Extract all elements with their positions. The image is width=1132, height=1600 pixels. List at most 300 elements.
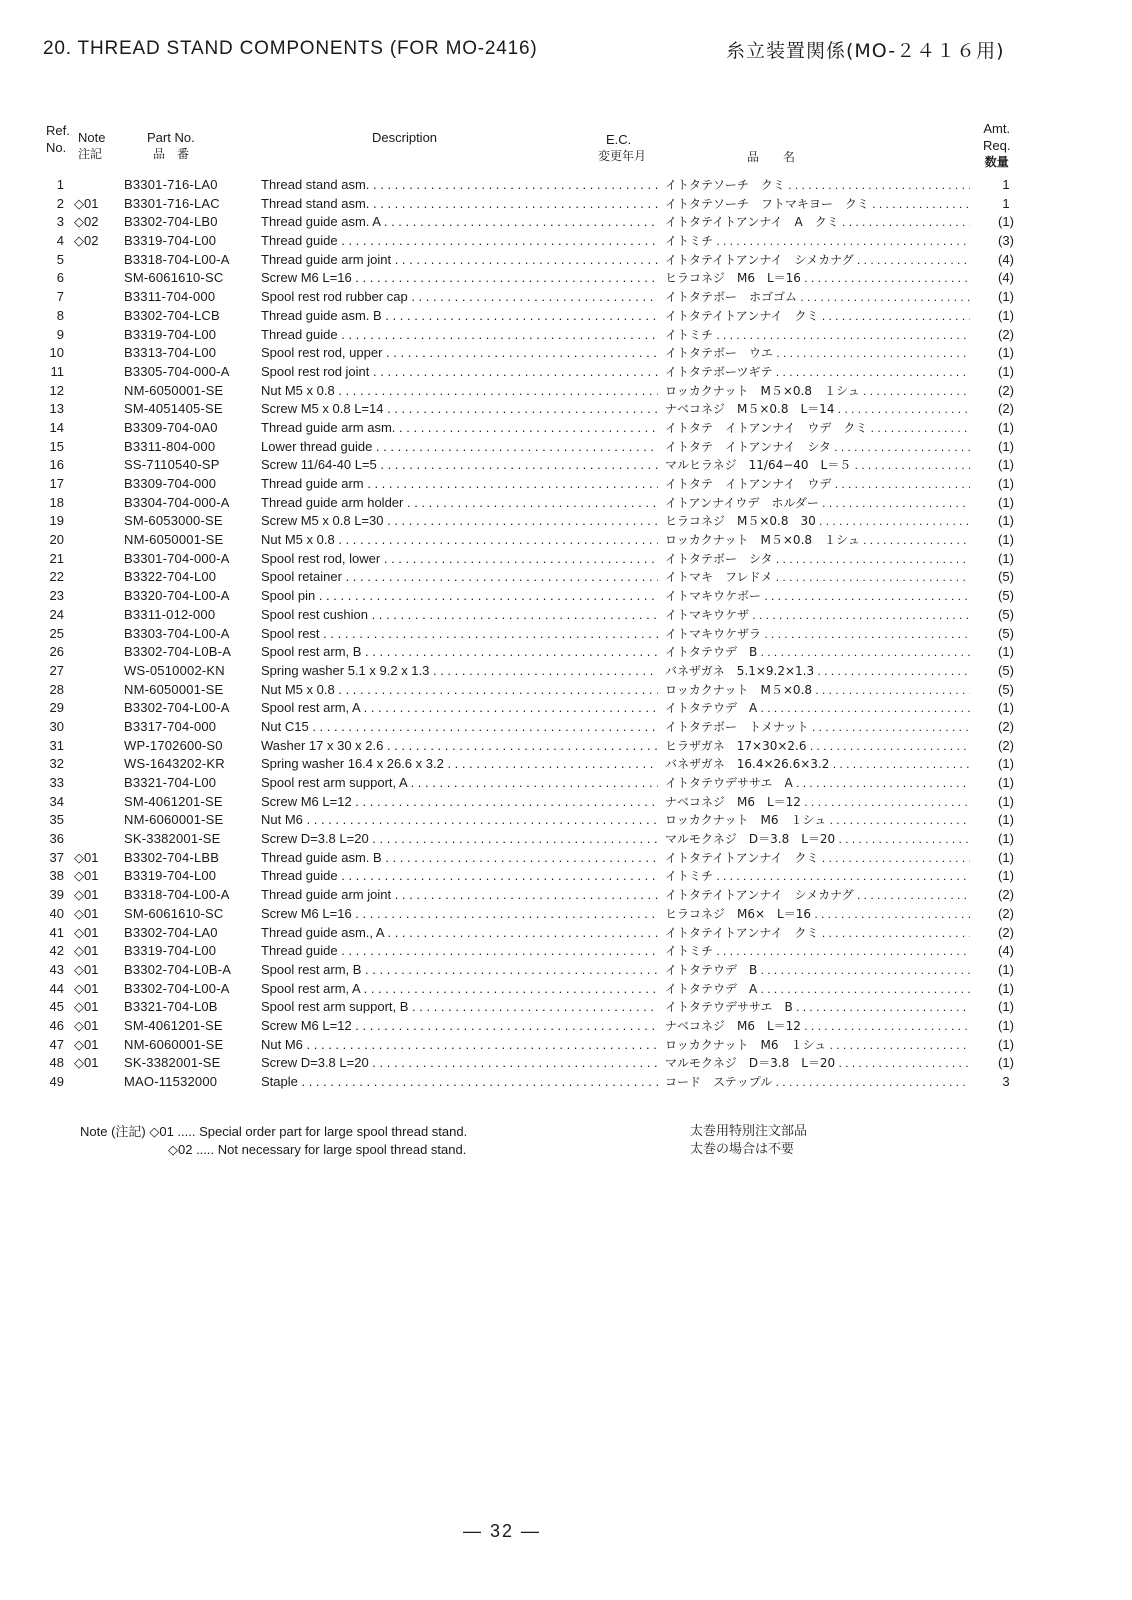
japanese-name: イトミチ . . . [665,232,970,250]
part-number: B3319-704-L00 [124,326,217,342]
note-mark: ◇01 [74,1055,99,1071]
amount-required: (1) [998,307,1014,323]
part-number: B3302-704-L00-A [124,700,230,716]
description: Thread guide arm asm. . . . [261,419,658,437]
japanese-name: ナベコネジ M５×0.8 L＝14 . . . [665,400,970,418]
description: Spool rest arm, B . . . [261,643,658,661]
part-number: NM-6050001-SE [124,532,224,548]
description: Spool rest arm support, A . . . [261,774,658,792]
table-row [0,232,1132,251]
description: Spring washer 16.4 x 26.6 x 3.2 . . . [261,755,658,773]
description: Spool rest arm, A . . . [261,699,658,717]
part-number: B3305-704-000-A [124,363,230,379]
description: Screw M6 L=12 . . . [261,1017,658,1035]
japanese-name: イトタテボー シタ . . . [665,550,970,568]
page-number: — 32 — [463,1521,542,1541]
description: Thread guide arm joint . . . [261,251,658,269]
description: Spool rest arm support, B . . . [261,998,658,1016]
header-ec: E.C. 変更年月 [598,132,647,163]
ref-no: 10 [49,345,64,361]
amount-required: (5) [998,625,1014,641]
ref-no: 31 [49,737,64,753]
amount-required: (4) [998,943,1014,959]
amount-required: (1) [998,438,1014,454]
japanese-name: ロッカクナット M6 １シュ . . . [665,811,970,829]
description: Spool rest cushion . . . [261,606,658,624]
footnotes-japanese [690,1123,807,1159]
table-row [0,1036,1132,1055]
note-01-japanese: 太巻用特別注文部品 [690,1124,808,1139]
part-number: B3321-704-L0B [124,999,218,1015]
ref-no: 6 [56,270,64,286]
part-number: B3322-704-L00 [124,569,217,585]
description: Thread guide . . . [261,867,658,885]
part-number: B3302-704-L0B-A [124,961,232,977]
ref-no: 14 [49,419,64,435]
description: Spool retainer . . . [261,568,658,586]
table-row [0,344,1132,363]
description: Spool pin . . . [261,587,658,605]
part-number: B3311-804-000 [124,438,216,454]
amount-required: (1) [998,831,1014,847]
note-mark: ◇01 [74,905,99,921]
ref-no: 43 [49,961,64,977]
japanese-name: イトタテ イトアンナイ ウデ クミ . . . [665,419,970,437]
description: Staple . . . [261,1073,658,1091]
amount-required: (1) [998,700,1014,716]
description: Screw M6 L=16 . . . [261,269,658,287]
japanese-name: ヒラザガネ 17×30×2.6 . . . [665,737,970,755]
amount-required: (1) [998,532,1014,548]
description: Spool rest arm, B . . . [261,961,658,979]
description: Thread guide arm . . . [261,475,658,493]
note-mark: ◇01 [74,943,99,959]
japanese-name: ロッカクナット M6 １シュ . . . [665,1036,970,1054]
ref-no: 24 [49,606,64,622]
ref-no: 5 [56,251,64,267]
description: Spring washer 5.1 x 9.2 x 1.3 . . . [261,662,658,680]
description: Spool rest rod rubber cap . . . [261,288,658,306]
japanese-name: イトタテ イトアンナイ ウデ . . . [665,475,970,493]
amount-required: (4) [998,251,1014,267]
description: Screw 11/64-40 L=5 . . . [261,456,658,474]
amount-required: (1) [998,494,1014,510]
ref-no: 45 [49,999,64,1015]
ref-no: 3 [56,214,64,230]
part-number: B3301-716-LA0 [124,177,218,192]
part-number: B3302-704-LBB [124,849,220,865]
part-number: B3302-704-L0B-A [124,644,232,660]
note-mark: ◇01 [74,849,99,865]
part-number: B3319-704-L00 [124,943,217,959]
amount-required: (1) [998,999,1014,1015]
part-number: SS-7110540-SP [124,457,220,473]
part-number: B3302-704-LA0 [124,924,218,940]
header-name-japanese: 品 名 [747,150,796,164]
ref-no: 30 [49,718,64,734]
description: Nut M6 . . . [261,1036,658,1054]
description: Nut M5 x 0.8 . . . [261,382,658,400]
note-02-japanese: 太巻の場合は不要 [690,1142,795,1157]
table-row [0,550,1132,569]
part-number: B3311-012-000 [124,606,216,622]
japanese-name: イトミチ . . . [665,867,970,885]
ref-no: 13 [49,401,64,417]
amount-required: (2) [998,737,1014,753]
amount-required: (1) [998,775,1014,790]
ref-no: 9 [56,326,64,342]
table-row [0,587,1132,606]
japanese-name: イトタテボーツギテ . . . [665,363,970,381]
amount-required: (5) [998,681,1014,697]
japanese-name: イトミチ . . . [665,326,970,344]
description: Thread guide asm. A . . . [261,213,658,231]
japanese-name: イトタテウデササエ A . . . [665,774,970,792]
description: Screw M6 L=16 . . . [261,905,658,923]
table-row [0,419,1132,438]
japanese-name: ロッカクナット M５×0.8 １シュ . . . [665,531,970,549]
table-row [0,699,1132,718]
ref-no: 40 [49,905,64,921]
japanese-name: イトタテボー ウエ . . . [665,344,970,362]
amount-required: (1) [998,419,1014,435]
note-01: ◇01 ..... Special order part for large spool thread stand. [149,1124,468,1139]
part-number: B3318-704-L00-A [124,887,230,903]
table-row [0,980,1132,999]
table-row [0,625,1132,644]
ref-no: 18 [49,494,64,510]
amount-required: (2) [998,887,1014,903]
description: Screw M5 x 0.8 L=30 . . . [261,512,658,530]
table-row [0,662,1132,681]
japanese-name: イトタテイトアンナイ シメカナグ . . . [665,251,970,269]
ref-no: 29 [49,700,64,716]
footnotes [80,1123,467,1159]
table-row [0,867,1132,886]
table-row [0,363,1132,382]
japanese-name: イトタテ イトアンナイ シタ . . . [665,438,970,456]
japanese-name: イトタテボー ホゴゴム . . . [665,288,970,306]
amount-required: (5) [998,588,1014,604]
part-number: SM-4061201-SE [124,1017,223,1033]
amount-required: (1) [998,214,1014,230]
note-02: ◇02 ..... Not necessary for large spool thread stand. [168,1142,467,1157]
part-number: B3319-704-L00 [124,868,217,884]
part-number: B3319-704-L00 [124,233,217,249]
part-number: B3317-704-000 [124,718,217,734]
description: Thread guide arm joint . . . [261,886,658,904]
note-mark: ◇01 [74,924,99,940]
part-number: B3309-704-0A0 [124,419,218,435]
ref-no: 11 [50,363,64,379]
part-number: B3302-704-LB0 [124,214,218,230]
note-mark: ◇01 [74,1036,99,1052]
ref-no: 32 [49,756,64,772]
part-number: WP-1702600-S0 [124,737,223,753]
part-number: MAO-11532000 [124,1074,218,1089]
table-row [0,924,1132,943]
ref-no: 17 [49,476,64,491]
japanese-name: イトタテイトアンナイ クミ . . . [665,849,970,867]
part-number: SK-3382001-SE [124,1055,221,1071]
japanese-name: ナベコネジ M6 L＝12 . . . [665,793,970,811]
description: Spool rest rod joint . . . [261,363,658,381]
amount-required: (5) [998,662,1014,678]
description: Thread stand asm. . . . [261,195,658,213]
amount-required: (1) [998,457,1014,473]
table-row [0,998,1132,1017]
header-part-no: Part No. 品 番 [147,130,195,161]
amount-required: (1) [998,980,1014,996]
table-row [0,400,1132,419]
note-label: Note (注記) [80,1124,146,1139]
description: Thread guide asm., A . . . [261,924,658,942]
part-number: WS-0510002-KN [124,662,225,678]
description: Thread guide . . . [261,942,658,960]
table-row [0,643,1132,662]
note-mark: ◇02 [74,233,99,249]
part-number: SM-4051405-SE [124,401,223,417]
table-row [0,905,1132,924]
amount-required: (2) [998,382,1014,398]
table-row [0,811,1132,830]
japanese-name: バネザガネ 5.1×9.2×1.3 . . . [665,662,970,680]
japanese-name: ヒラコネジ M6 L＝16 . . . [665,269,970,287]
amount-required: (1) [998,289,1014,305]
table-row [0,456,1132,475]
ref-no: 41 [49,924,64,940]
japanese-name: イトタテウデ A . . . [665,699,970,717]
table-row [0,1017,1132,1036]
amount-required: (3) [998,233,1014,249]
ref-no: 2 [56,195,64,211]
japanese-name: イトタテイトアンナイ クミ . . . [665,307,970,325]
parts-table [0,176,1132,1092]
table-row [0,942,1132,961]
japanese-name: イトタテウデ A . . . [665,980,970,998]
amount-required: (1) [998,793,1014,809]
part-number: NM-6060001-SE [124,1036,224,1052]
table-row [0,307,1132,326]
description: Thread guide asm. B . . . [261,307,658,325]
table-row [0,568,1132,587]
japanese-name: バネザガネ 16.4×26.6×3.2 . . . [665,755,970,773]
amount-required: (1) [998,1036,1014,1052]
table-row [0,288,1132,307]
note-mark: ◇01 [74,868,99,884]
japanese-name: ロッカクナット M５×0.8 . . . [665,681,970,699]
amount-required: (1) [998,476,1014,491]
ref-no: 28 [49,681,64,697]
table-row [0,326,1132,345]
japanese-name: イトマキウケザラ . . . [665,625,970,643]
table-row [0,755,1132,774]
ref-no: 25 [49,625,64,641]
amount-required: (1) [998,345,1014,361]
ref-no: 42 [49,943,64,959]
japanese-name: イトタテイトアンナイ A クミ . . . [665,213,970,231]
amount-required: (1) [998,550,1014,566]
description: Thread stand asm. . . . [261,176,658,194]
note-mark: ◇01 [74,887,99,903]
ref-no: 21 [49,550,64,566]
note-mark: ◇01 [74,195,99,211]
amount-required: 1 [1002,195,1010,211]
description: Nut M6 . . . [261,811,658,829]
japanese-name: イトマキウケボー . . . [665,587,970,605]
japanese-name: イトタテイトアンナイ クミ . . . [665,924,970,942]
amount-required: (2) [998,401,1014,417]
ref-no: 35 [49,812,64,828]
japanese-name: マルヒラネジ 11/64−40 L＝５ . . . [665,456,970,474]
part-number: B3303-704-L00-A [124,625,230,641]
japanese-name: マルモクネジ D＝3.8 L＝20 . . . [665,1054,970,1072]
part-number: B3302-704-L00-A [124,980,230,996]
ref-no: 4 [56,233,64,249]
japanese-name: イトタテウデ B . . . [665,643,970,661]
japanese-name: イトタテソーチ フトマキヨー クミ . . . [665,195,970,213]
table-row [0,718,1132,737]
table-row [0,1073,1132,1092]
japanese-name: マルモクネジ D＝3.8 L＝20 . . . [665,830,970,848]
ref-no: 19 [49,513,64,529]
table-row [0,961,1132,980]
part-number: B3313-704-L00 [124,345,217,361]
page-title: 20. THREAD STAND COMPONENTS (FOR MO-2416) [43,38,538,59]
part-number: SM-6053000-SE [124,513,223,529]
japanese-name: イトタテウデ B . . . [665,961,970,979]
table-row [0,251,1132,270]
description: Screw M6 L=12 . . . [261,793,658,811]
japanese-name: イトタテイトアンナイ シメカナグ . . . [665,886,970,904]
table-row [0,494,1132,513]
ref-no: 16 [49,457,64,473]
ref-no: 33 [49,775,64,790]
header-description: Description [372,130,438,145]
part-number: SM-4061201-SE [124,793,223,809]
description: Screw D=3.8 L=20 . . . [261,1054,658,1072]
part-number: B3318-704-L00-A [124,251,230,267]
table-row [0,886,1132,905]
ref-no: 47 [49,1036,64,1052]
table-row [0,475,1132,494]
amount-required: (5) [998,606,1014,622]
part-number: SM-6061610-SC [124,905,224,921]
amount-required: (2) [998,905,1014,921]
amount-required: 1 [1002,177,1010,192]
table-row [0,830,1132,849]
table-row [0,606,1132,625]
ref-no: 26 [49,644,64,660]
amount-required: (4) [998,270,1014,286]
table-row [0,737,1132,756]
amount-required: (1) [998,513,1014,529]
amount-required: (1) [998,1055,1014,1071]
amount-required: (2) [998,326,1014,342]
part-number: B3304-704-000-A [124,494,230,510]
note-mark: ◇02 [74,214,99,230]
amount-required: (2) [998,718,1014,734]
amount-required: (1) [998,961,1014,977]
ref-no: 37 [49,849,64,865]
description: Spool rest rod, upper . . . [261,344,658,362]
amount-required: (1) [998,812,1014,828]
part-number: B3301-716-LAC [124,195,220,211]
part-number: SM-6061610-SC [124,270,224,286]
japanese-name: ロッカクナット M５×0.8 １シュ . . . [665,382,970,400]
ref-no: 44 [49,980,64,996]
description: Screw M5 x 0.8 L=14 . . . [261,400,658,418]
part-number: B3321-704-L00 [124,775,217,790]
amount-required: (1) [998,1017,1014,1033]
description: Nut M5 x 0.8 . . . [261,531,658,549]
note-mark: ◇01 [74,999,99,1015]
table-row [0,774,1132,793]
ref-no: 7 [56,289,64,305]
ref-no: 34 [49,793,64,809]
table-row [0,1054,1132,1073]
amount-required: 3 [1002,1074,1010,1089]
ref-no: 36 [49,831,64,847]
japanese-name: コード ステップル . . . [665,1073,970,1091]
japanese-name: イトタテソーチ クミ . . . [665,176,970,194]
description: Nut C15 . . . [261,718,658,736]
page-title-japanese: 糸立装置関係(MO-２４１６用) [726,40,1005,62]
description: Spool rest arm, A . . . [261,980,658,998]
amount-required: (1) [998,756,1014,772]
note-mark: ◇01 [74,961,99,977]
table-row [0,849,1132,868]
table-row [0,531,1132,550]
ref-no: 8 [56,307,64,323]
part-number: NM-6050001-SE [124,681,224,697]
ref-no: 23 [49,588,64,604]
part-number: NM-6060001-SE [124,812,224,828]
ref-no: 12 [49,382,64,398]
note-mark: ◇01 [74,980,99,996]
note-mark: ◇01 [74,1017,99,1033]
description: Nut M5 x 0.8 . . . [261,681,658,699]
amount-required: (1) [998,849,1014,865]
japanese-name: ヒラコネジ M6× L＝16 . . . [665,905,970,923]
japanese-name: イトアンナイウデ ホルダー . . . [665,494,970,512]
ref-no: 27 [49,662,64,678]
part-number: B3320-704-L00-A [124,588,230,604]
description: Spool rest . . . [261,625,658,643]
part-number: B3302-704-LCB [124,307,220,323]
japanese-name: イトミチ . . . [665,942,970,960]
amount-required: (1) [998,868,1014,884]
ref-no: 48 [49,1055,64,1071]
ref-no: 15 [49,438,64,454]
description: Thread guide . . . [261,326,658,344]
amount-required: (5) [998,569,1014,585]
japanese-name: イトマキ フレドメ . . . [665,568,970,586]
ref-no: 39 [49,887,64,903]
part-number: SK-3382001-SE [124,831,221,847]
ref-no: 1 [56,177,64,192]
table-row [0,512,1132,531]
part-number: B3311-704-000 [124,289,216,305]
ref-no: 46 [49,1017,64,1033]
description: Thread guide arm holder . . . [261,494,658,512]
japanese-name: ナベコネジ M6 L＝12 . . . [665,1017,970,1035]
description: Screw D=3.8 L=20 . . . [261,830,658,848]
table-row [0,438,1132,457]
japanese-name: イトタテボー トメナット . . . [665,718,970,736]
amount-required: (1) [998,644,1014,660]
table-row [0,176,1132,195]
